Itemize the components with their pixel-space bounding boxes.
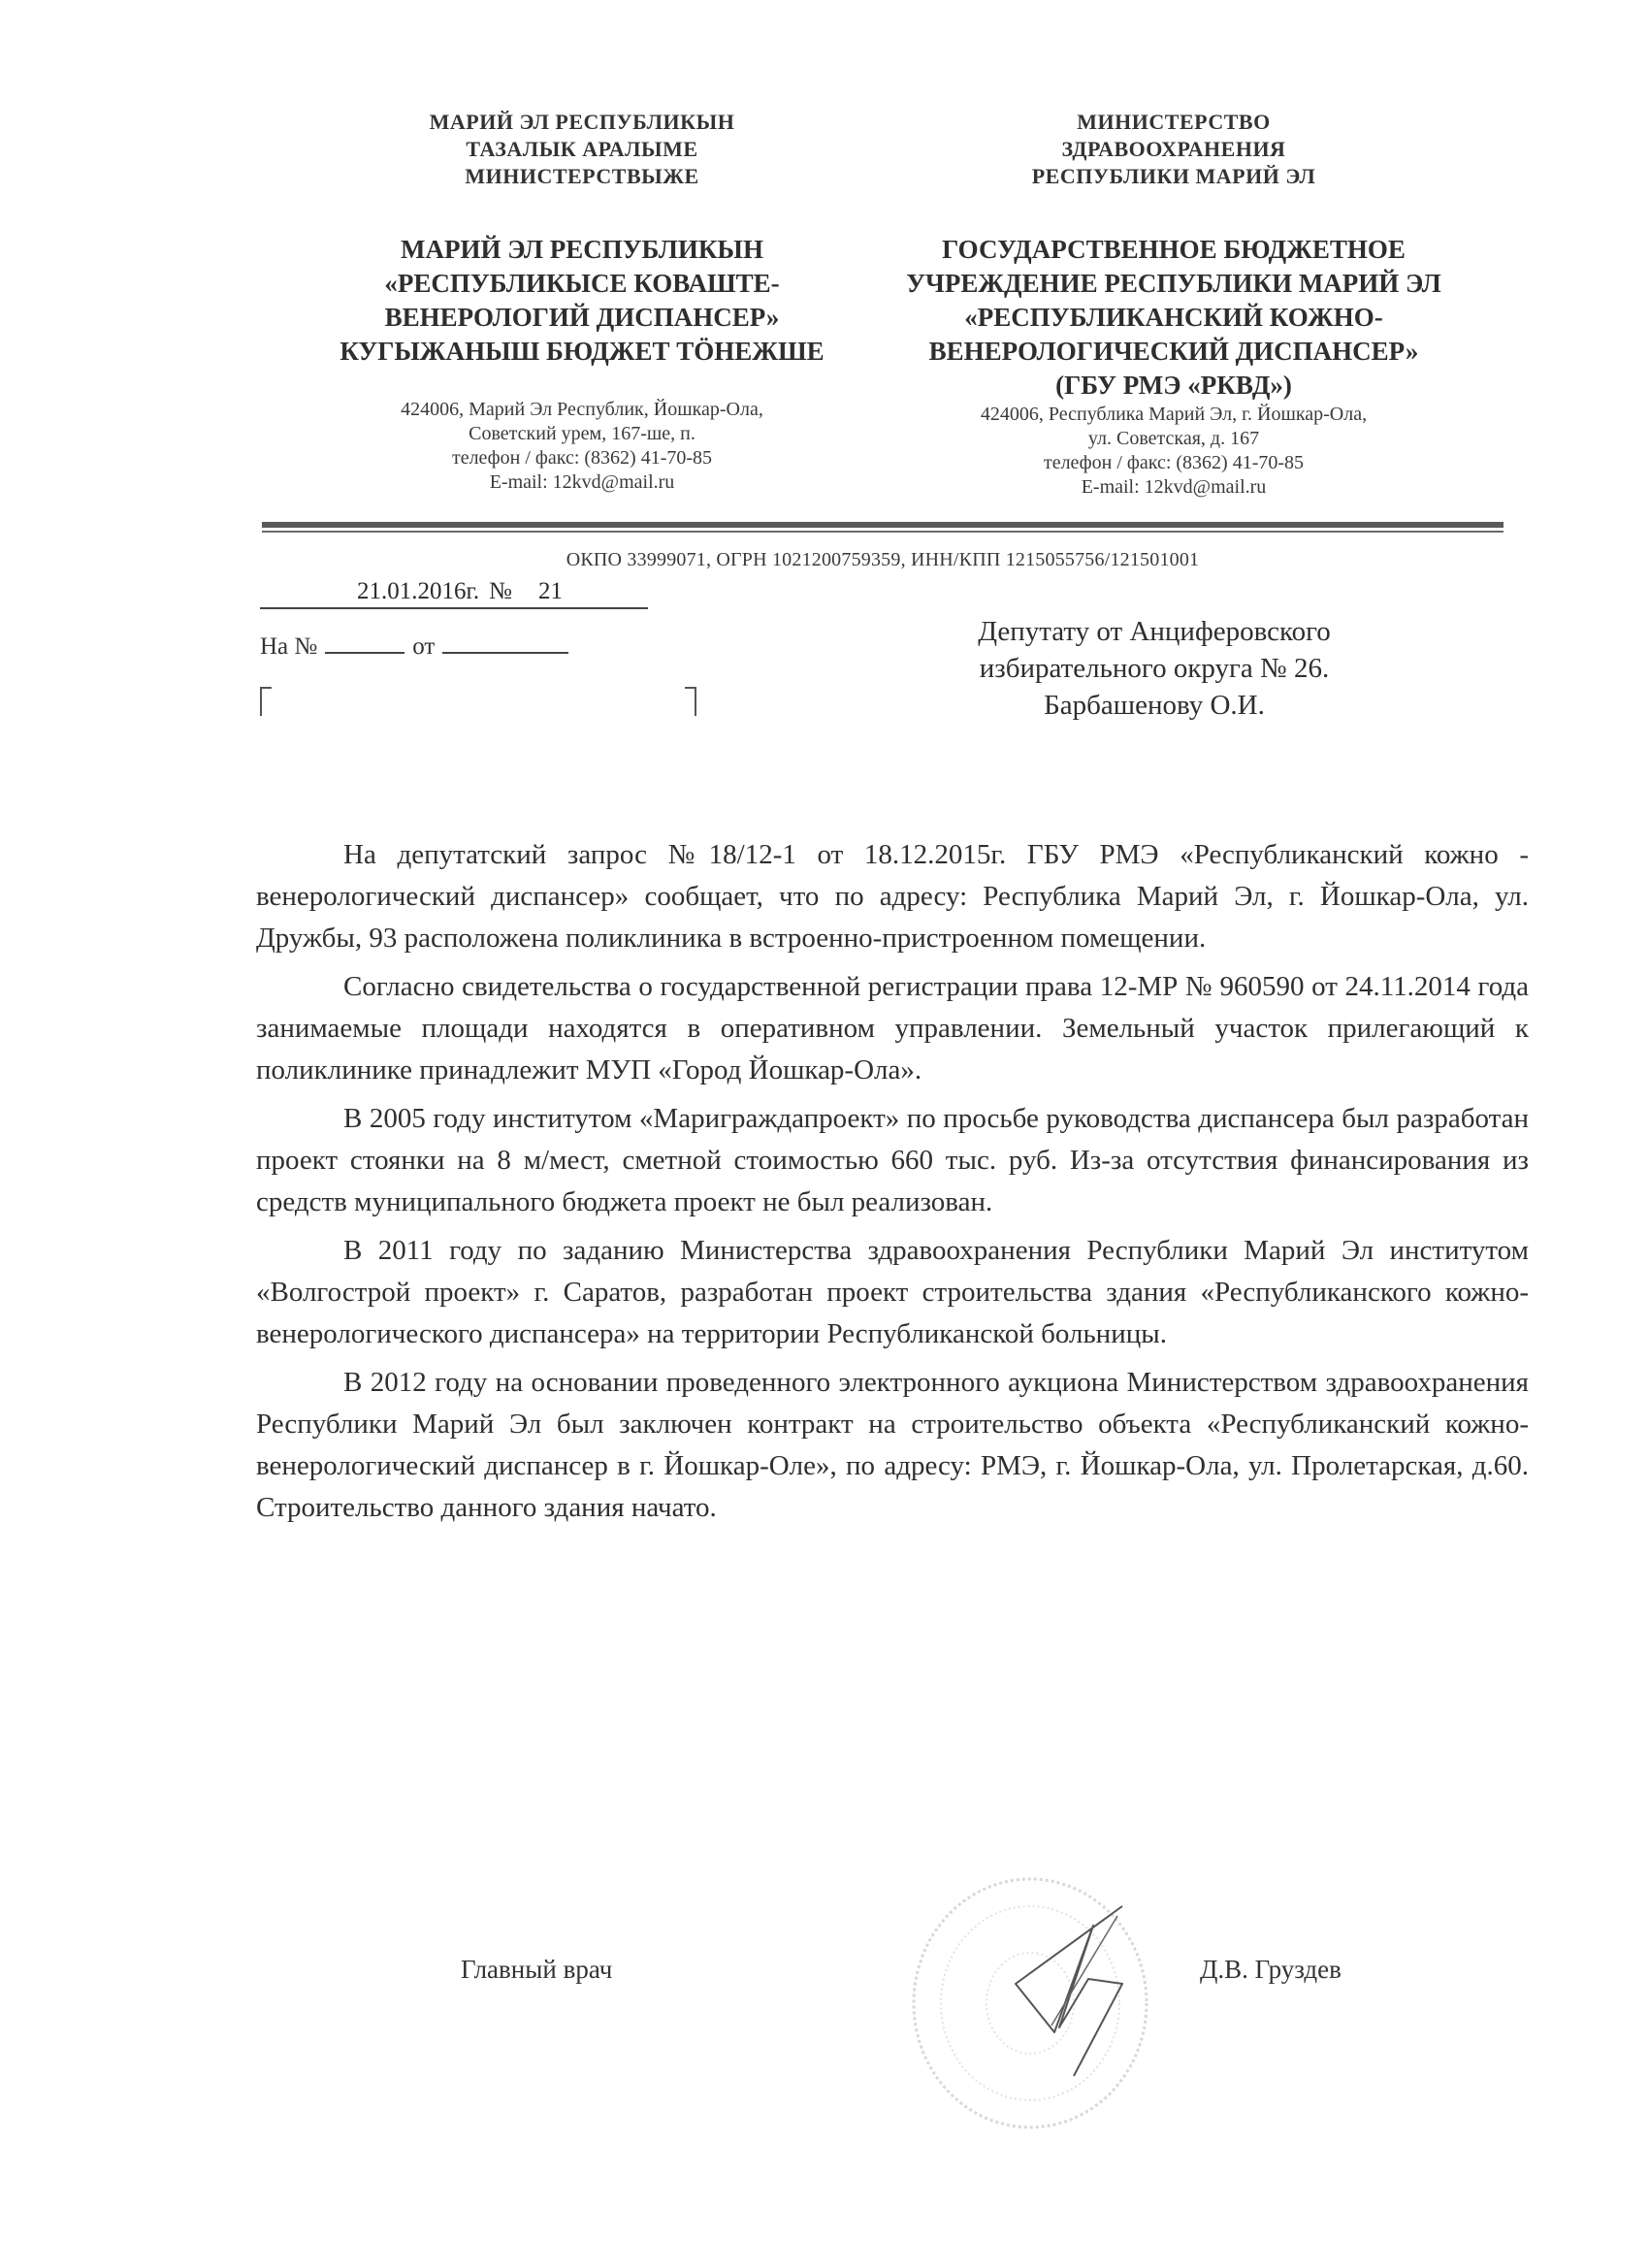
reference-from-label: от <box>412 633 436 660</box>
org-name-mari: МАРИЙ ЭЛ РЕСПУБЛИКЫН «РЕСПУБЛИКЫСЕ КОВАШТЕ- ВЕНЕРОЛОГИЙ ДИСПАНСЕР» КУГЫЖАНЫШ БЮДЖЕТ ТÖНЕЖШЕ <box>340 235 824 366</box>
round-seal-icon <box>885 1872 1166 2134</box>
reference-date-blank <box>442 631 568 654</box>
reference-prefix: На № <box>260 633 318 660</box>
email-russian: E-mail: 12kvd@mail.ru <box>1081 476 1267 498</box>
body-paragraph: В 2012 году на основании проведенного электронного аукциона Министерством здравоохранения Республики Марий Эл был заключен контракт на строительство объекта «Республиканский кожно-венерологический диспансер в г. Йошкар-Оле», по адресу: РМЭ, г. Йошкар-Ола, ул. Пролетарская, д.60. Строительство данного здания начато. <box>256 1367 1529 1523</box>
letterhead-right <box>854 109 1494 500</box>
handwritten-signature-icon <box>1016 1906 1122 2076</box>
address-mari: 424006, Марий Эл Республик, Йошкар-Ола, Советский урем, 167-ше, п. телефон / факс: (8362) 41-70-85 E-mail: 12kvd@mail.ru <box>291 398 873 495</box>
outgoing-date-number <box>260 578 648 609</box>
address-russian: 424006, Республика Марий Эл, г. Йошкар-Ола, ул. Советская, д. 167 телефон / факс: (8362) 41-70-85 E-mail: 12kvd@mail.ru <box>854 403 1494 500</box>
outgoing-date: 21.01.2016г. <box>357 578 480 604</box>
signatory-title: Главный врач <box>461 1955 613 1984</box>
header-divider-thin <box>262 531 1504 533</box>
signatory-name: Д.В. Груздев <box>1200 1955 1342 1984</box>
org-name-russian: ГОСУДАРСТВЕННОЕ БЮДЖЕТНОЕ УЧРЕЖДЕНИЕ РЕСПУБЛИКИ МАРИЙ ЭЛ «РЕСПУБЛИКАНСКИЙ КОЖНО- ВЕНЕРОЛОГИЧЕСКИЙ ДИСПАНСЕР» (ГБУ РМЭ «РКВД») <box>906 235 1441 400</box>
organization-requisites: ОКПО 33999071, ОГРН 1021200759359, ИНН/КПП 1215055756/121501001 <box>566 549 1200 570</box>
body-paragraph: Согласно свидетельства о государственной регистрации права 12-МР № 960590 от 24.11.2014 года занимаемые площади находятся в оперативном управлении. Земельный участок прилегающий к поликлинике принадлежит МУП «Город Йошкар-Ола». <box>256 971 1529 1085</box>
outgoing-number: 21 <box>538 578 563 604</box>
letter-body <box>256 834 1529 1536</box>
reference-line <box>260 631 568 661</box>
body-paragraph: В 2011 году по заданию Министерства здравоохранения Республики Марий Эл институтом «Волгострой проект» г. Саратов, разработан проект строительства здания «Республиканского кожно-венерологического диспансера» на территории Республиканской больницы. <box>256 1235 1529 1349</box>
header-divider-thick <box>262 522 1504 528</box>
reference-number-blank <box>325 631 404 654</box>
ministry-name-russian: МИНИСТЕРСТВО ЗДРАВООХРАНЕНИЯ РЕСПУБЛИКИ МАРИЙ ЭЛ <box>1031 110 1316 188</box>
body-paragraph: В 2005 году институтом «Мариграждапроект» по просьбе руководства диспансера был разработан проект стоянки на 8 м/мест, сметной стоимостью 660 тыс. руб. Из-за отсутствия финансирования из средств муниципального бюджета проект не был реализован. <box>256 1103 1529 1217</box>
letterhead-left <box>291 109 873 495</box>
number-sign: № <box>489 578 512 604</box>
addressee-block: Депутату от Анциферовского избирательного округа № 26. Барбашенову О.И. <box>978 616 1331 721</box>
body-paragraph: На депутатский запрос №18/12-1 от 18.12.2015г. ГБУ РМЭ «Республиканский кожно - венерологический диспансер» сообщает, что по адресу: Республика Марий Эл, г. Йошкар-Ола, ул. Дружбы, 93 расположена поликлиника в встроенно-пристроенном помещении. <box>256 839 1529 954</box>
email-mari: E-mail: 12kvd@mail.ru <box>489 471 675 493</box>
ministry-name-mari: МАРИЙ ЭЛ РЕСПУБЛИКЫН ТАЗАЛЫК АРАЛЫМЕ МИНИСТЕРСТВЫЖЕ <box>429 110 735 188</box>
address-field-corner-left <box>260 687 272 716</box>
address-field-corner-right <box>685 687 696 716</box>
